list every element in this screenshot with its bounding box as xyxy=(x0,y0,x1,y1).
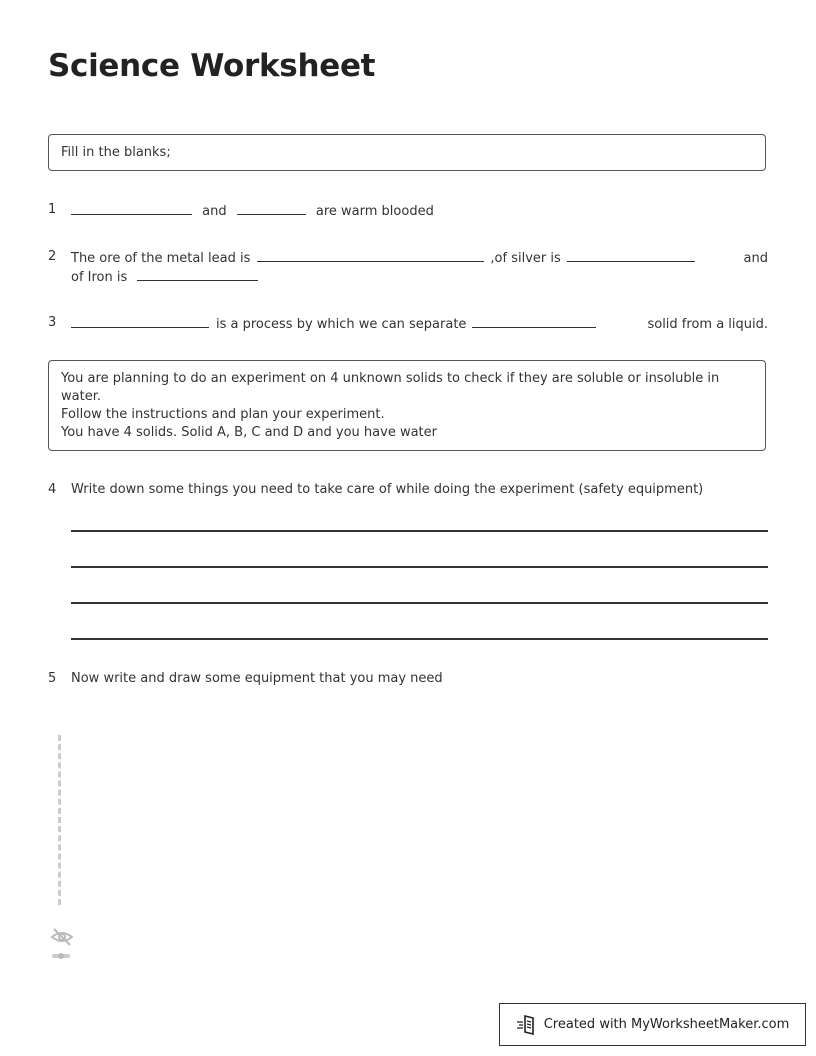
answer-line[interactable] xyxy=(71,638,768,640)
answer-line[interactable] xyxy=(71,530,768,532)
question-number: 1 xyxy=(48,202,57,217)
instructions-box xyxy=(48,134,766,171)
question-text: is a process by which we can separate xyxy=(216,317,467,332)
question-text: solid from a liquid. xyxy=(647,317,768,332)
question-number: 4 xyxy=(48,482,57,497)
answer-blank[interactable] xyxy=(237,200,306,215)
question-text: Write down some things you need to take care of while doing the experiment (safety equipment) xyxy=(71,482,704,497)
footer-badge[interactable] xyxy=(499,1003,806,1046)
question-text: Now write and draw some equipment that you may need xyxy=(71,671,443,686)
question-text: ,of silver is xyxy=(490,251,561,266)
question-text: of Iron is xyxy=(71,270,128,285)
answer-blank[interactable] xyxy=(71,200,192,215)
answer-blank[interactable] xyxy=(257,247,484,262)
experiment-instructions-box xyxy=(48,360,766,451)
question-number: 3 xyxy=(48,315,57,330)
worksheet-maker-logo-icon xyxy=(516,1014,538,1036)
drawing-area-divider xyxy=(58,735,61,905)
question-text: and xyxy=(202,204,227,219)
answer-blank[interactable] xyxy=(567,247,695,262)
instructions-line: You are planning to do an experiment on 4 unknown solids to check if they are soluble or insoluble in water. xyxy=(61,371,720,404)
instructions-text: Fill in the blanks; xyxy=(61,145,171,160)
visibility-toggle[interactable] xyxy=(50,927,74,967)
page-title: Science Worksheet xyxy=(48,48,376,84)
question-2 xyxy=(48,247,768,287)
answer-blank[interactable] xyxy=(71,313,209,328)
question-text: are warm blooded xyxy=(315,204,434,219)
answer-line[interactable] xyxy=(71,602,768,604)
question-number: 2 xyxy=(48,249,57,264)
instructions-line: You have 4 solids. Solid A, B, C and D and you have water xyxy=(61,425,437,440)
footer-text: Created with MyWorksheetMaker.com xyxy=(543,1017,790,1032)
answer-blank[interactable] xyxy=(472,313,596,328)
eye-off-icon xyxy=(50,927,74,967)
answer-line[interactable] xyxy=(71,566,768,568)
instructions-line: Follow the instructions and plan your experiment. xyxy=(61,407,385,422)
question-number: 5 xyxy=(48,671,57,686)
answer-blank[interactable] xyxy=(137,266,258,281)
question-text: The ore of the metal lead is xyxy=(71,251,251,266)
question-text: and xyxy=(743,251,768,266)
